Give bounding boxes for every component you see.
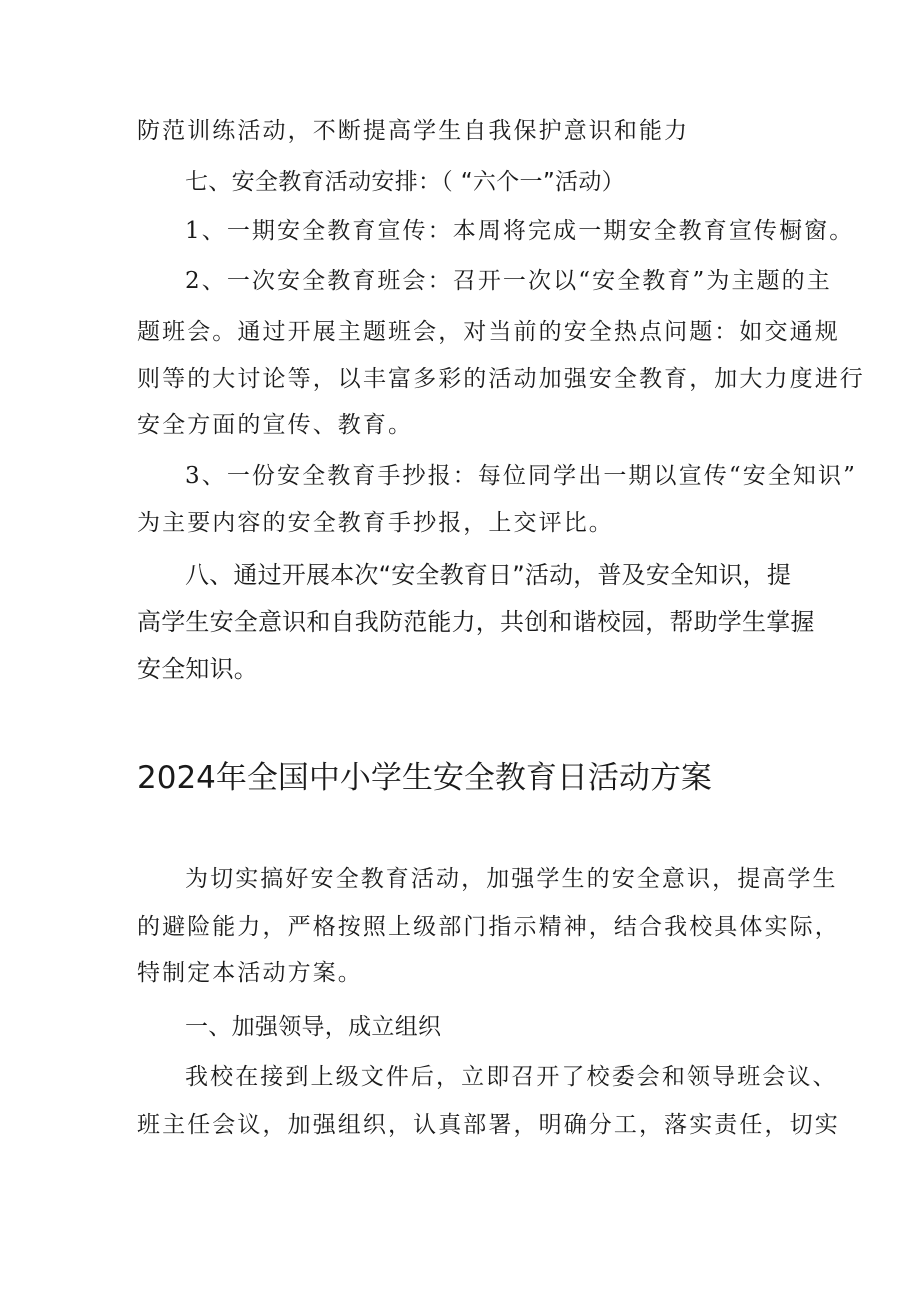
section-heading-7: 七、安全教育活动安排：（ “六个一”活动） — [185, 169, 625, 195]
paragraph-line: 的避险能力，严格按照上级部门指示精神，结合我校具体实际， — [137, 914, 840, 940]
list-item-2: 2、一次安全教育班会：召开一次以“安全教育”为主题的主 — [185, 268, 832, 294]
paragraph-line: 安全方面的宣传、教育。 — [137, 412, 414, 438]
paragraph-line: 安全知识。 — [137, 655, 258, 683]
document-title: 2024年全国中小学生安全教育日活动方案 — [137, 760, 712, 796]
paragraph-line: 为切实搞好安全教育活动，加强学生的安全意识，提高学生 — [185, 866, 838, 892]
section-heading-1: 一、加强领导，成立组织 — [185, 1014, 442, 1040]
paragraph-line: 为主要内容的安全教育手抄报，上交评比。 — [137, 510, 614, 536]
paragraph-line: 特制定本活动方案。 — [137, 960, 363, 986]
list-item-1: 1、一期安全教育宣传：本周将完成一期安全教育宣传橱窗。 — [185, 218, 855, 244]
paragraph-line: 高学生安全意识和自我防范能力，共创和谐校园，帮助学生掌握 — [137, 608, 815, 636]
paragraph-line: 则等的大讨论等，以丰富多彩的活动加强安全教育，加大力度进行 — [137, 366, 865, 392]
paragraph-line: 我校在接到上级文件后，立即召开了校委会和领导班会议、 — [185, 1064, 838, 1090]
list-item-3: 3、一份安全教育手抄报：每位同学出一期以宣传“安全知识” — [185, 463, 857, 489]
section-heading-8: 八、通过开展本次“安全教育日”活动，普及安全知识，提 — [185, 561, 792, 589]
paragraph-line: 班主任会议，加强组织，认真部署，明确分工，落实责任，切实 — [137, 1112, 840, 1138]
paragraph-line: 防范训练活动，不断提高学生自我保护意识和能力 — [137, 118, 690, 144]
paragraph-line: 题班会。通过开展主题班会，对当前的安全热点问题：如交通规 — [137, 319, 840, 345]
